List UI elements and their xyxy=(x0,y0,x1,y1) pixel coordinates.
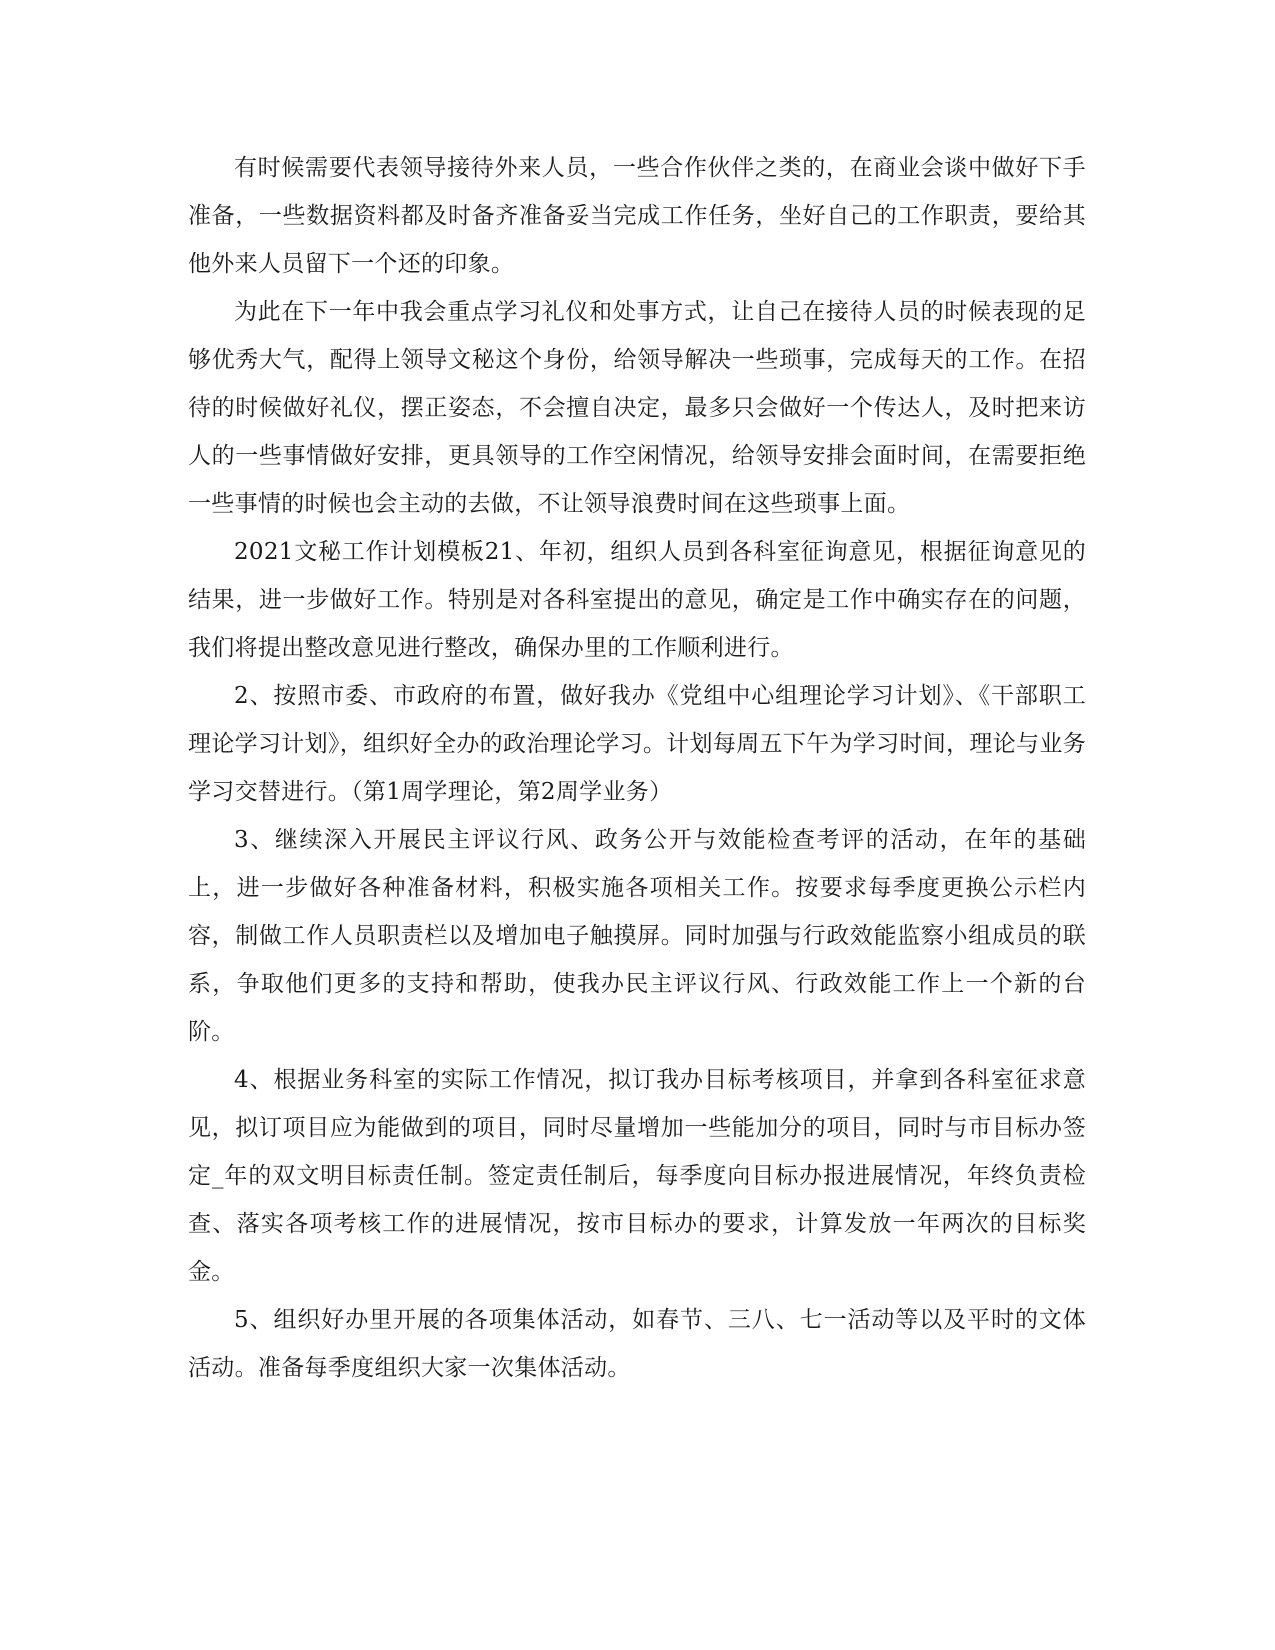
paragraph-reception: 有时候需要代表领导接待外来人员，一些合作伙伴之类的，在商业会谈中做好下手准备，一些数据资料都及时备齐准备妥当完成工作任务，坐好自己的工作职责，要给其他外来人员留下一个还的印象。 xyxy=(188,155,1086,277)
paragraph-item-3: 3、继续深入开展民主评议行风、政务公开与效能检查考评的活动，在年的基础上，进一步做好各种准备材料，积极实施各项相关工作。按要求每季度更换公示栏内容，制做工作人员职责栏以及增加电子触摸屏。同时加强与行政效能监察小组成员的联系，争取他们更多的支持和帮助，使我办民主评议行风、行政效能工作上一个新的台阶。 xyxy=(188,827,1086,1045)
document-body xyxy=(188,144,1086,1392)
paragraph-item-5: 5、组织好办里开展的各项集体活动，如春节、三八、七一活动等以及平时的文体活动。准备每季度组织大家一次集体活动。 xyxy=(188,1307,1086,1381)
paragraph-item-1: 2021文秘工作计划模板21、年初，组织人员到各科室征询意见，根据征询意见的结果，进一步做好工作。特别是对各科室提出的意见，确定是工作中确实存在的问题，我们将提出整改意见进行整改，确保办里的工作顺利进行。 xyxy=(188,539,1086,661)
paragraph-item-4: 4、根据业务科室的实际工作情况，拟订我办目标考核项目，并拿到各科室征求意见，拟订项目应为能做到的项目，同时尽量增加一些能加分的项目，同时与市目标办签定_年的双文明目标责任制。签定责任制后，每季度向目标办报进展情况，年终负责检查、落实各项考核工作的进展情况，按市目标办的要求，计算发放一年两次的目标奖金。 xyxy=(188,1067,1086,1285)
paragraph-etiquette-plan: 为此在下一年中我会重点学习礼仪和处事方式，让自己在接待人员的时候表现的足够优秀大气，配得上领导文秘这个身份，给领导解决一些琐事，完成每天的工作。在招待的时候做好礼仪，摆正姿态，不会擅自决定，最多只会做好一个传达人，及时把来访人的一些事情做好安排，更具领导的工作空闲情况，给领导安排会面时间，在需要拒绝一些事情的时候也会主动的去做，不让领导浪费时间在这些琐事上面。 xyxy=(188,299,1086,517)
paragraph-item-2: 2、按照市委、市政府的布置，做好我办《党组中心组理论学习计划》、《干部职工理论学习计划》，组织好全办的政治理论学习。计划每周五下午为学习时间，理论与业务学习交替进行。（第1周学理论，第2周学业务） xyxy=(188,683,1086,805)
